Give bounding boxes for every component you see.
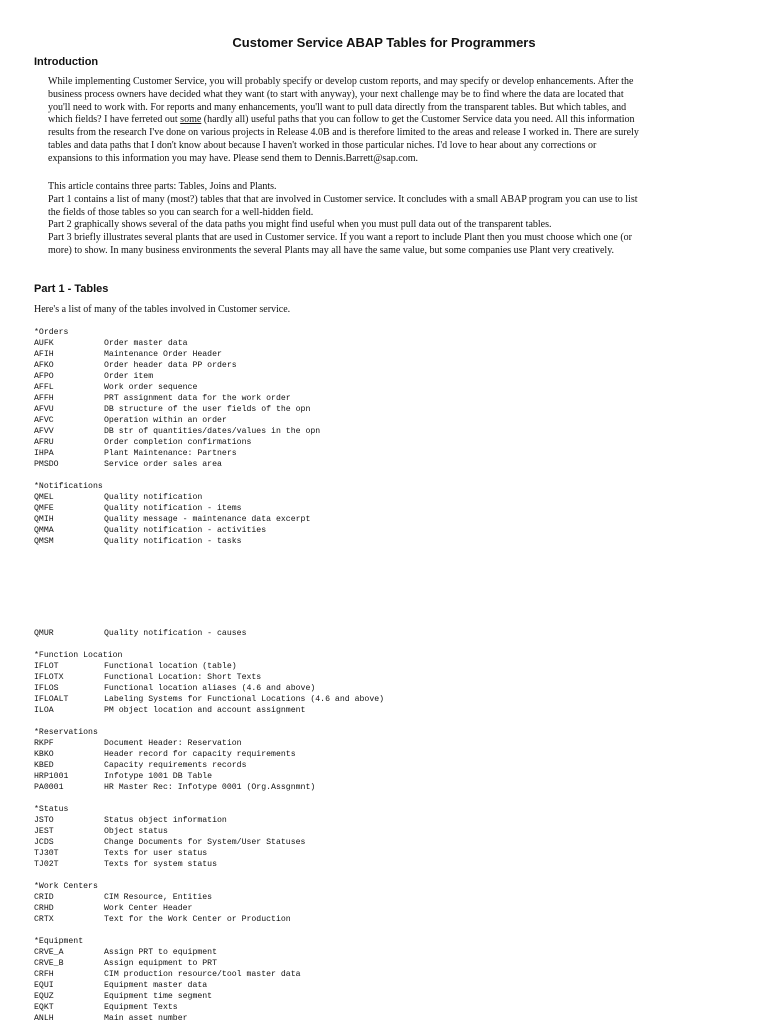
table-code: AFVV [34, 427, 54, 436]
table-description: Quality notification [104, 493, 203, 502]
table-description: Infotype 1001 DB Table [104, 772, 213, 781]
table-row [34, 892, 754, 903]
document-title: Customer Service ABAP Tables for Programmers [232, 35, 536, 50]
table-description: Change Documents for System/User Statuses [104, 838, 306, 847]
table-code: JCDS [34, 838, 54, 847]
table-code: QMSM [34, 537, 54, 546]
table-description: CIM production resource/tool master data [104, 970, 301, 979]
table-row [34, 536, 754, 547]
intro-line: you'll need to work with. For reports and many enhancements, you'll want to pull data directly from the transparent tables. But which tables, and [48, 101, 627, 113]
table-description: Assign PRT to equipment [104, 948, 218, 957]
table-code: QMIH [34, 515, 54, 524]
table-row [34, 969, 754, 980]
table-row [34, 826, 754, 837]
table-row [34, 738, 754, 749]
category-label: *Work Centers [34, 882, 98, 891]
table-description: CIM Resource, Entities [104, 893, 213, 902]
table-description: Text for the Work Center or Production [104, 915, 291, 924]
intro-line-text: which fields? I have ferreted out [48, 114, 181, 126]
table-row [34, 349, 754, 360]
table-description: Labeling Systems for Functional Locations (4.6 and above) [104, 695, 385, 704]
parts-line: Part 3 briefly illustrates several plants that are used in Customer service. If you want a report to include Plant then you must choose which one (or [48, 232, 633, 244]
table-description: Order completion confirmations [104, 438, 252, 447]
category-label: *Function Location [34, 651, 123, 660]
table-description: Quality notification - causes [104, 629, 247, 638]
table-code: QMUR [34, 629, 54, 638]
table-code: JEST [34, 827, 54, 836]
intro-line [48, 114, 738, 127]
table-row [34, 437, 754, 448]
table-description: Texts for user status [104, 849, 208, 858]
notifications-table-list-continued [34, 628, 754, 639]
table-code: IFLOALT [34, 695, 69, 704]
table-row [34, 991, 754, 1002]
table-code: KBED [34, 761, 54, 770]
table-description: Equipment Texts [104, 1003, 178, 1012]
intro-line: business process owners have decided what they want (to start with anyway), your next challenge may be to find where the data are located that [48, 88, 624, 100]
table-description: Quality message - maintenance data excerpt [104, 515, 311, 524]
table-code: AFRU [34, 438, 54, 447]
table-code: JSTO [34, 816, 54, 825]
table-description: Object status [104, 827, 168, 836]
table-description: Capacity requirements records [104, 761, 247, 770]
table-description: Equipment time segment [104, 992, 213, 1001]
table-description: Functional location (table) [104, 662, 237, 671]
table-code: CRVE_B [34, 959, 64, 968]
table-row [34, 448, 754, 459]
table-code: PA0001 [34, 783, 64, 792]
table-row [34, 903, 754, 914]
table-code: CRID [34, 893, 54, 902]
table-row [34, 338, 754, 349]
table-code: CRVE_A [34, 948, 64, 957]
category-label: *Orders [34, 328, 69, 337]
table-row [34, 782, 754, 793]
table-description: Quality notification - items [104, 504, 242, 513]
table-code: CRFH [34, 970, 54, 979]
part1-heading: Part 1 - Tables [34, 283, 109, 295]
table-row [34, 771, 754, 782]
table-description: Order header data PP orders [104, 361, 237, 370]
table-row [34, 683, 754, 694]
table-code: PMSDO [34, 460, 59, 469]
table-description: Order master data [104, 339, 188, 348]
table-row [34, 503, 754, 514]
underlined-word: some [180, 114, 202, 126]
table-code: EQUI [34, 981, 54, 990]
table-description: Maintenance Order Header [104, 350, 222, 359]
parts-line: This article contains three parts: Tables, Joins and Plants. [48, 181, 277, 192]
intro-line: While implementing Customer Service, you will probably specify or develop custom reports, and may specify or develop enhancements. After the [48, 76, 634, 87]
table-row [34, 947, 754, 958]
table-description: Functional location aliases (4.6 and above) [104, 684, 316, 693]
table-row [34, 371, 754, 382]
table-row [34, 815, 754, 826]
table-code: AFPO [34, 372, 54, 381]
table-description: Main asset number [104, 1014, 188, 1023]
table-row [34, 514, 754, 525]
table-row [34, 859, 754, 870]
table-code: AFFL [34, 383, 54, 392]
table-code: IFLOT [34, 662, 59, 671]
introduction-paragraph [48, 76, 738, 166]
parts-line: Part 2 graphically shows several of the data paths you might find useful when you must pull data out of the transparent tables. [48, 219, 552, 231]
orders-table-list [34, 327, 754, 470]
table-code: ILOA [34, 706, 54, 715]
table-description: Header record for capacity requirements [104, 750, 296, 759]
table-row [34, 382, 754, 393]
table-code: KBKO [34, 750, 54, 759]
table-row [34, 914, 754, 925]
category-label: *Reservations [34, 728, 98, 737]
table-description: HR Master Rec: Infotype 0001 (Org.Assgnmnt) [104, 783, 316, 792]
table-row [34, 694, 754, 705]
table-description: Quality notification - tasks [104, 537, 242, 546]
table-code: AFVC [34, 416, 54, 425]
table-code: EQKT [34, 1003, 54, 1012]
table-code: IHPA [34, 449, 54, 458]
table-code: AFIH [34, 350, 54, 359]
table-row [34, 749, 754, 760]
category-label: *Status [34, 805, 69, 814]
table-description: Texts for system status [104, 860, 218, 869]
table-row [34, 415, 754, 426]
table-description: Work order sequence [104, 383, 198, 392]
table-description: Document Header: Reservation [104, 739, 242, 748]
table-row [34, 393, 754, 404]
table-code: QMMA [34, 526, 54, 535]
table-row [34, 1013, 754, 1024]
table-row [34, 360, 754, 371]
table-row [34, 1002, 754, 1013]
table-code: TJ02T [34, 860, 59, 869]
table-row [34, 980, 754, 991]
table-row [34, 661, 754, 672]
parts-line: the fields of those tables so you can search for a well-hidden field. [48, 206, 314, 218]
table-code: AFKO [34, 361, 54, 370]
table-code: TJ30T [34, 849, 59, 858]
intro-line-text: (hardly all) useful paths that you can follow to get the Customer Service data you need. All this information [201, 114, 635, 126]
table-description: Assign equipment to PRT [104, 959, 218, 968]
intro-line: tables and data paths that I don't know about because I haven't worked in those particular niches. I'd love to hear about any corrections or [48, 139, 597, 151]
table-code: QMFE [34, 504, 54, 513]
parts-paragraph [48, 181, 738, 258]
category-label: *Notifications [34, 482, 103, 491]
table-description: Operation within an order [104, 416, 227, 425]
table-code: IFLOS [34, 684, 59, 693]
table-row [34, 525, 754, 536]
equipment-table-list [34, 936, 754, 1024]
table-code: ANLH [34, 1014, 54, 1023]
table-code: AFVU [34, 405, 54, 414]
table-code: AFFH [34, 394, 54, 403]
table-code: RKPF [34, 739, 54, 748]
status-table-list [34, 804, 754, 870]
table-description: DB structure of the user fields of the opn [104, 405, 311, 414]
table-row [34, 492, 754, 503]
table-description: DB str of quantities/dates/values in the opn [104, 427, 321, 436]
table-row [34, 426, 754, 437]
part1-intro: Here's a list of many of the tables involved in Customer service. [34, 304, 291, 315]
table-description: Order item [104, 372, 154, 381]
table-row [34, 705, 754, 716]
table-row [34, 958, 754, 969]
table-description: Plant Maintenance: Partners [104, 449, 237, 458]
table-row [34, 760, 754, 771]
parts-line: more) to show. In many business environments the several Plants may all have the same value, but some companies use Plant very creatively. [48, 244, 615, 256]
table-description: PRT assignment data for the work order [104, 394, 291, 403]
intro-line: results from the research I've done on various projects in Release 4.0B and is therefore limited to the areas and release I worked in. There are surely [48, 127, 639, 139]
category-label: *Equipment [34, 937, 84, 946]
table-description: Functional Location: Short Texts [104, 673, 262, 682]
table-code: CRTX [34, 915, 54, 924]
table-code: AUFK [34, 339, 54, 348]
table-row [34, 837, 754, 848]
table-row [34, 672, 754, 683]
table-description: Equipment master data [104, 981, 208, 990]
table-description: Quality notification - activities [104, 526, 267, 535]
reservations-table-list [34, 727, 754, 793]
parts-line: Part 1 contains a list of many (most?) tables that that are involved in Customer service. It concludes with a small ABAP program you can use to list [48, 193, 638, 205]
table-code: QMEL [34, 493, 54, 502]
table-description: Work Center Header [104, 904, 193, 913]
table-row [34, 848, 754, 859]
table-code: CRHD [34, 904, 54, 913]
table-row [34, 628, 754, 639]
table-row [34, 459, 754, 470]
table-row [34, 404, 754, 415]
table-description: PM object location and account assignment [104, 706, 306, 715]
table-code: EQUZ [34, 992, 54, 1001]
function-location-table-list [34, 650, 754, 716]
introduction-heading: Introduction [34, 56, 99, 68]
table-description: Status object information [104, 816, 227, 825]
table-code: IFLOTX [34, 673, 64, 682]
table-code: HRP1001 [34, 772, 69, 781]
intro-line: expansions to this information you may have. Please send them to Dennis.Barrett@sap.com. [48, 152, 418, 164]
notifications-table-list [34, 481, 754, 547]
table-description: Service order sales area [104, 460, 222, 469]
work-centers-table-list [34, 881, 754, 925]
